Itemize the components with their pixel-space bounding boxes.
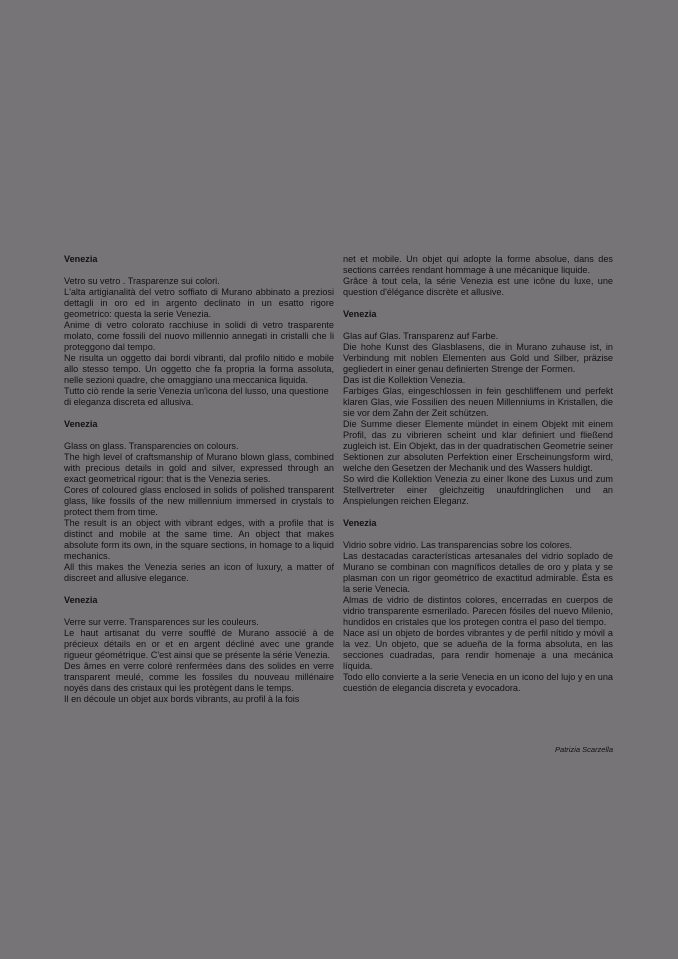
spanish-heading: Venezia — [343, 518, 377, 528]
italian-heading: Venezia — [64, 254, 98, 264]
paragraph: Farbiges Glas, eingeschlossen in fein geschliffenem und perfekt klaren Glas, wie Fossilien des neuen Millenniums in Kristallen, die sie vor dem Zahn der Zeit schützen. — [343, 386, 613, 418]
paragraph: Le haut artisanat du verre soufflé de Murano associé à de précieux détails en or et en argent décliné avec une grande rigueur géométrique. C'est ainsi que se présente la série Venezia. — [64, 628, 334, 660]
paragraph: Nace así un objeto de bordes vibrantes y de perfil nítido y móvil a la vez. Un objeto, que se adueña de la forma absoluta, en las secciones cuadradas, para rendir homenaje a una mecánica líquida. — [343, 628, 613, 671]
paragraph: Anime di vetro colorato racchiuse in solidi di vetro trasparente molato, come fossili del nuovo millennio annegati in cristalli che li proteggono dal tempo. — [64, 320, 334, 352]
paragraph: Verre sur verre. Transparences sur les couleurs. — [64, 617, 259, 627]
paragraph: Die Summe dieser Elemente mündet in einem Objekt mit einem Profil, das zu vibrieren scheint und klar definiert und fließend zugleich ist. Ein Objekt, das in der quadratischen Geometrie seiner Sektionen zur absoluten Perfektion einer Erscheinungsform wird, welche den Gesetzen der Mechanik und des Wassers huldigt. — [343, 419, 613, 473]
french-text-continued — [343, 254, 613, 298]
german-text — [343, 331, 613, 507]
english-heading: Venezia — [64, 419, 98, 429]
english-text — [64, 441, 334, 584]
spanish-text — [343, 540, 613, 694]
french-heading: Venezia — [64, 595, 98, 605]
paragraph: Todo ello convierte a la serie Venecia en un icono del lujo y en una cuestión de elegancia discreta y evocadora. — [343, 672, 613, 693]
paragraph: Almas de vidrio de distintos colores, encerradas en cuerpos de vidrio transparente esmerilado. Parecen fósiles del nuevo Milenio, hundidos en cristales que los protegen contra el paso del tiempo. — [343, 595, 613, 627]
paragraph: Des âmes en verre coloré renfermées dans des solides en verre transparent meulé, comme les fossiles du nouveau millénaire noyés dans des cristaux qui les protègent dans le temps. — [64, 661, 334, 693]
paragraph: Il en découle un objet aux bords vibrants, au profil à la fois — [64, 694, 300, 704]
paragraph: Vetro su vetro . Trasparenze sui colori. — [64, 276, 220, 286]
paragraph: Glas auf Glas. Transparenz auf Farbe. — [343, 331, 499, 341]
paragraph: Glass on glass. Transparencies on colours. — [64, 441, 239, 451]
french-text — [64, 617, 334, 705]
paragraph: Las destacadas características artesanales del vidrio soplado de Murano se combinan con magníficos detalles de oro y plata y se plasman con un rigor geométrico de exactitud admirable. Ésta es la serie Venecia. — [343, 551, 613, 594]
paragraph: net et mobile. Un objet qui adopte la forme absolue, dans des sections carrées rendant hommage à une mécanique liquide. — [343, 254, 613, 275]
paragraph: Grâce à tout cela, la série Venezia est une icône du luxe, une question d'élégance discrète et allusive. — [343, 276, 613, 297]
paragraph: Cores of coloured glass enclosed in solids of polished transparent glass, like fossils of the new millennium immersed in crystals to protect them from time. — [64, 485, 334, 517]
paragraph: Das ist die Kollektion Venezia. — [343, 375, 466, 385]
german-heading: Venezia — [343, 309, 377, 319]
paragraph: So wird die Kollektion Venezia zu einer Ikone des Luxus und zum Stellvertreter einer gleichzeitig unaufdringlichen und an Anspielungen reichen Eleganz. — [343, 474, 613, 506]
paragraph: Die hohe Kunst des Glasblasens, die in Murano zuhause ist, in Verbindung mit noblen Elementen aus Gold und Silber, präzise gegliedert in einer genau definierten Strenge der Formen. — [343, 342, 613, 374]
paragraph: All this makes the Venezia series an icon of luxury, a matter of discreet and allusive elegance. — [64, 562, 334, 583]
paragraph: Ne risulta un oggetto dai bordi vibranti, dal profilo nitido e mobile allo stesso tempo. Un oggetto che fa propria la forma assoluta, nelle sezioni quadre, che omaggiano una meccanica liquida. — [64, 353, 334, 385]
paragraph: The high level of craftsmanship of Murano blown glass, combined with precious details in gold and silver, expressed through an exact geometrical rigour: that is the Venezia series. — [64, 452, 334, 484]
paragraph: The result is an object with vibrant edges, with a profile that is distinct and mobile at the same time. An object that makes absolute form its own, in the square sections, in homage to a liquid mechanics. — [64, 518, 334, 561]
italian-text — [64, 276, 334, 408]
paragraph: L'alta artigianalità del vetro soffiato di Murano abbinato a preziosi dettagli in oro ed in argento declinato in un esatto rigore geometrico: questa la serie Venezia. — [64, 287, 334, 319]
paragraph: Tutto ciò rende la serie Venezia un'icona del lusso, una questione di eleganza discreta ed allusiva. — [64, 386, 329, 407]
author-signature: Patrizia Scarzella — [555, 745, 613, 754]
paragraph: Vidrio sobre vidrio. Las transparencias sobre los colores. — [343, 540, 573, 550]
right-column — [343, 254, 613, 694]
left-column — [64, 254, 334, 705]
